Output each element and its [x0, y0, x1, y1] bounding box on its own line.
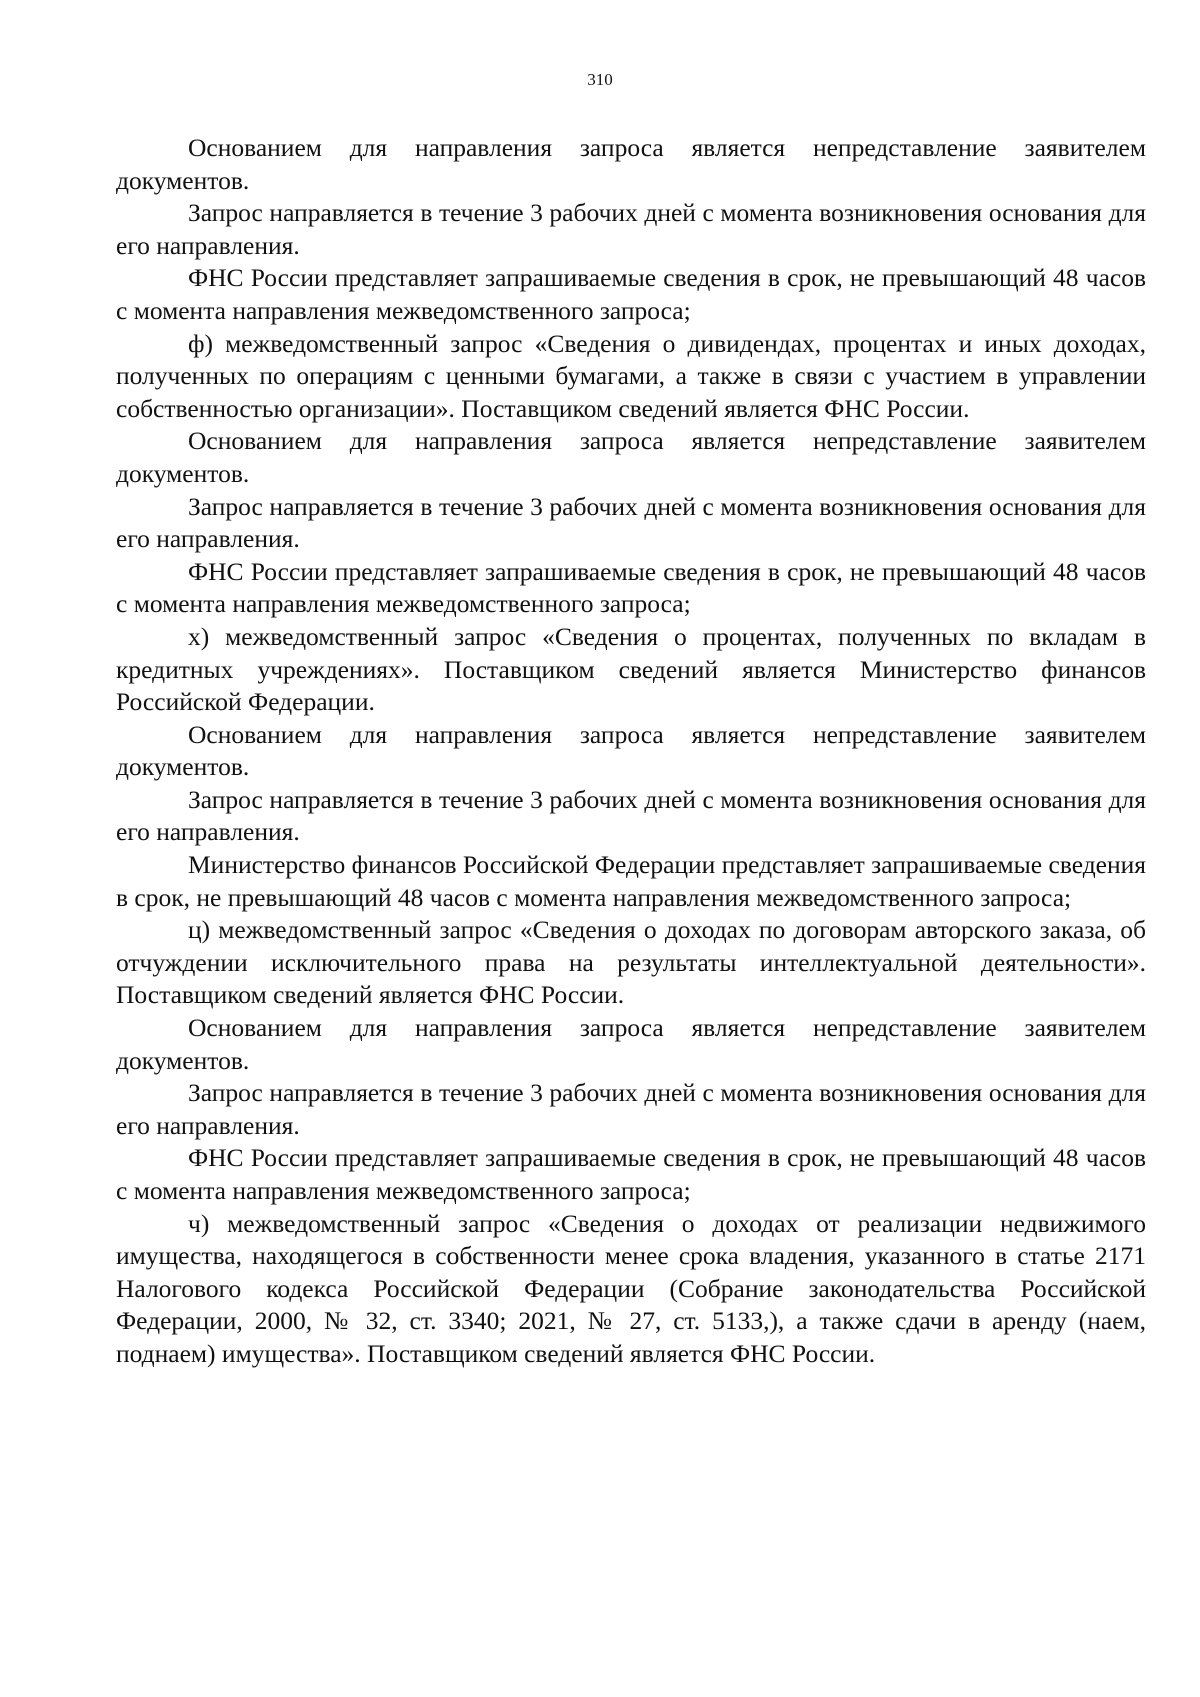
paragraph: Запрос направляется в течение 3 рабочих дней с момента возникновения основания для его направления.: [116, 198, 1146, 260]
paragraph: ФНС России представляет запрашиваемые сведения в срок, не превышающий 48 часов с момента направления межведомственного запроса;: [116, 1143, 1146, 1205]
paragraph: Запрос направляется в течение 3 рабочих дней с момента возникновения основания для его направления.: [116, 784, 1146, 847]
body-text: [116, 132, 1146, 1371]
paragraph: Основанием для направления запроса является непредставление заявителем документов.: [116, 426, 1146, 488]
paragraph: ФНС России представляет запрашиваемые сведения в срок, не превышающий 48 часов с момента направления межведомственного запроса;: [116, 263, 1146, 325]
paragraph-item-ch: ч) межведомственный запрос «Сведения о доходах от реализации недвижимого имущества, находящегося в собственности менее срока владения, указанного в статье 2171 Налогового кодекса Российской Федерации (Собрание законодательства Российской Федерации, 2000, № 32, ст. 3340; 2021, № 27, ст. 5133,), а также сдачи в аренду (наем, поднаем) имущества». Поставщиком сведений является ФНС России.: [116, 1208, 1146, 1368]
page-number: 310: [587, 70, 613, 89]
paragraph: Основанием для направления запроса является непредставление заявителем документов.: [116, 133, 1146, 195]
paragraph-item-kh: х) межведомственный запрос «Сведения о процентах, полученных по вкладам в кредитных учреждениях». Поставщиком сведений является Министерство финансов Российской Федерации.: [116, 621, 1146, 717]
paragraph: Министерство финансов Российской Федерации представляет запрашиваемые сведения в срок, не превышающий 48 часов с момента направления межведомственного запроса;: [116, 850, 1147, 912]
paragraph: ФНС России представляет запрашиваемые сведения в срок, не превышающий 48 часов с момента направления межведомственного запроса;: [116, 556, 1146, 619]
paragraph: Основанием для направления запроса является непредставление заявителем документов.: [116, 1013, 1146, 1075]
paragraph: Запрос направляется в течение 3 рабочих дней с момента возникновения основания для его направления.: [116, 1078, 1146, 1140]
paragraph-item-f: ф) межведомственный запрос «Сведения о дивидендах, процентах и иных доходах, полученных по операциям с ценными бумагами, а также в связи с участием в управлении собственностью организации». Поставщиком сведений является ФНС России.: [116, 328, 1146, 423]
paragraph-item-ts: ц) межведомственный запрос «Сведения о доходах по договорам авторского заказа, об отчуждении исключительного права на результаты интеллектуальной деятельности». Поставщиком сведений является ФНС России.: [116, 915, 1146, 1010]
paragraph: Основанием для направления запроса является непредставление заявителем документов.: [116, 719, 1146, 782]
paragraph: Запрос направляется в течение 3 рабочих дней с момента возникновения основания для его направления.: [116, 491, 1146, 554]
